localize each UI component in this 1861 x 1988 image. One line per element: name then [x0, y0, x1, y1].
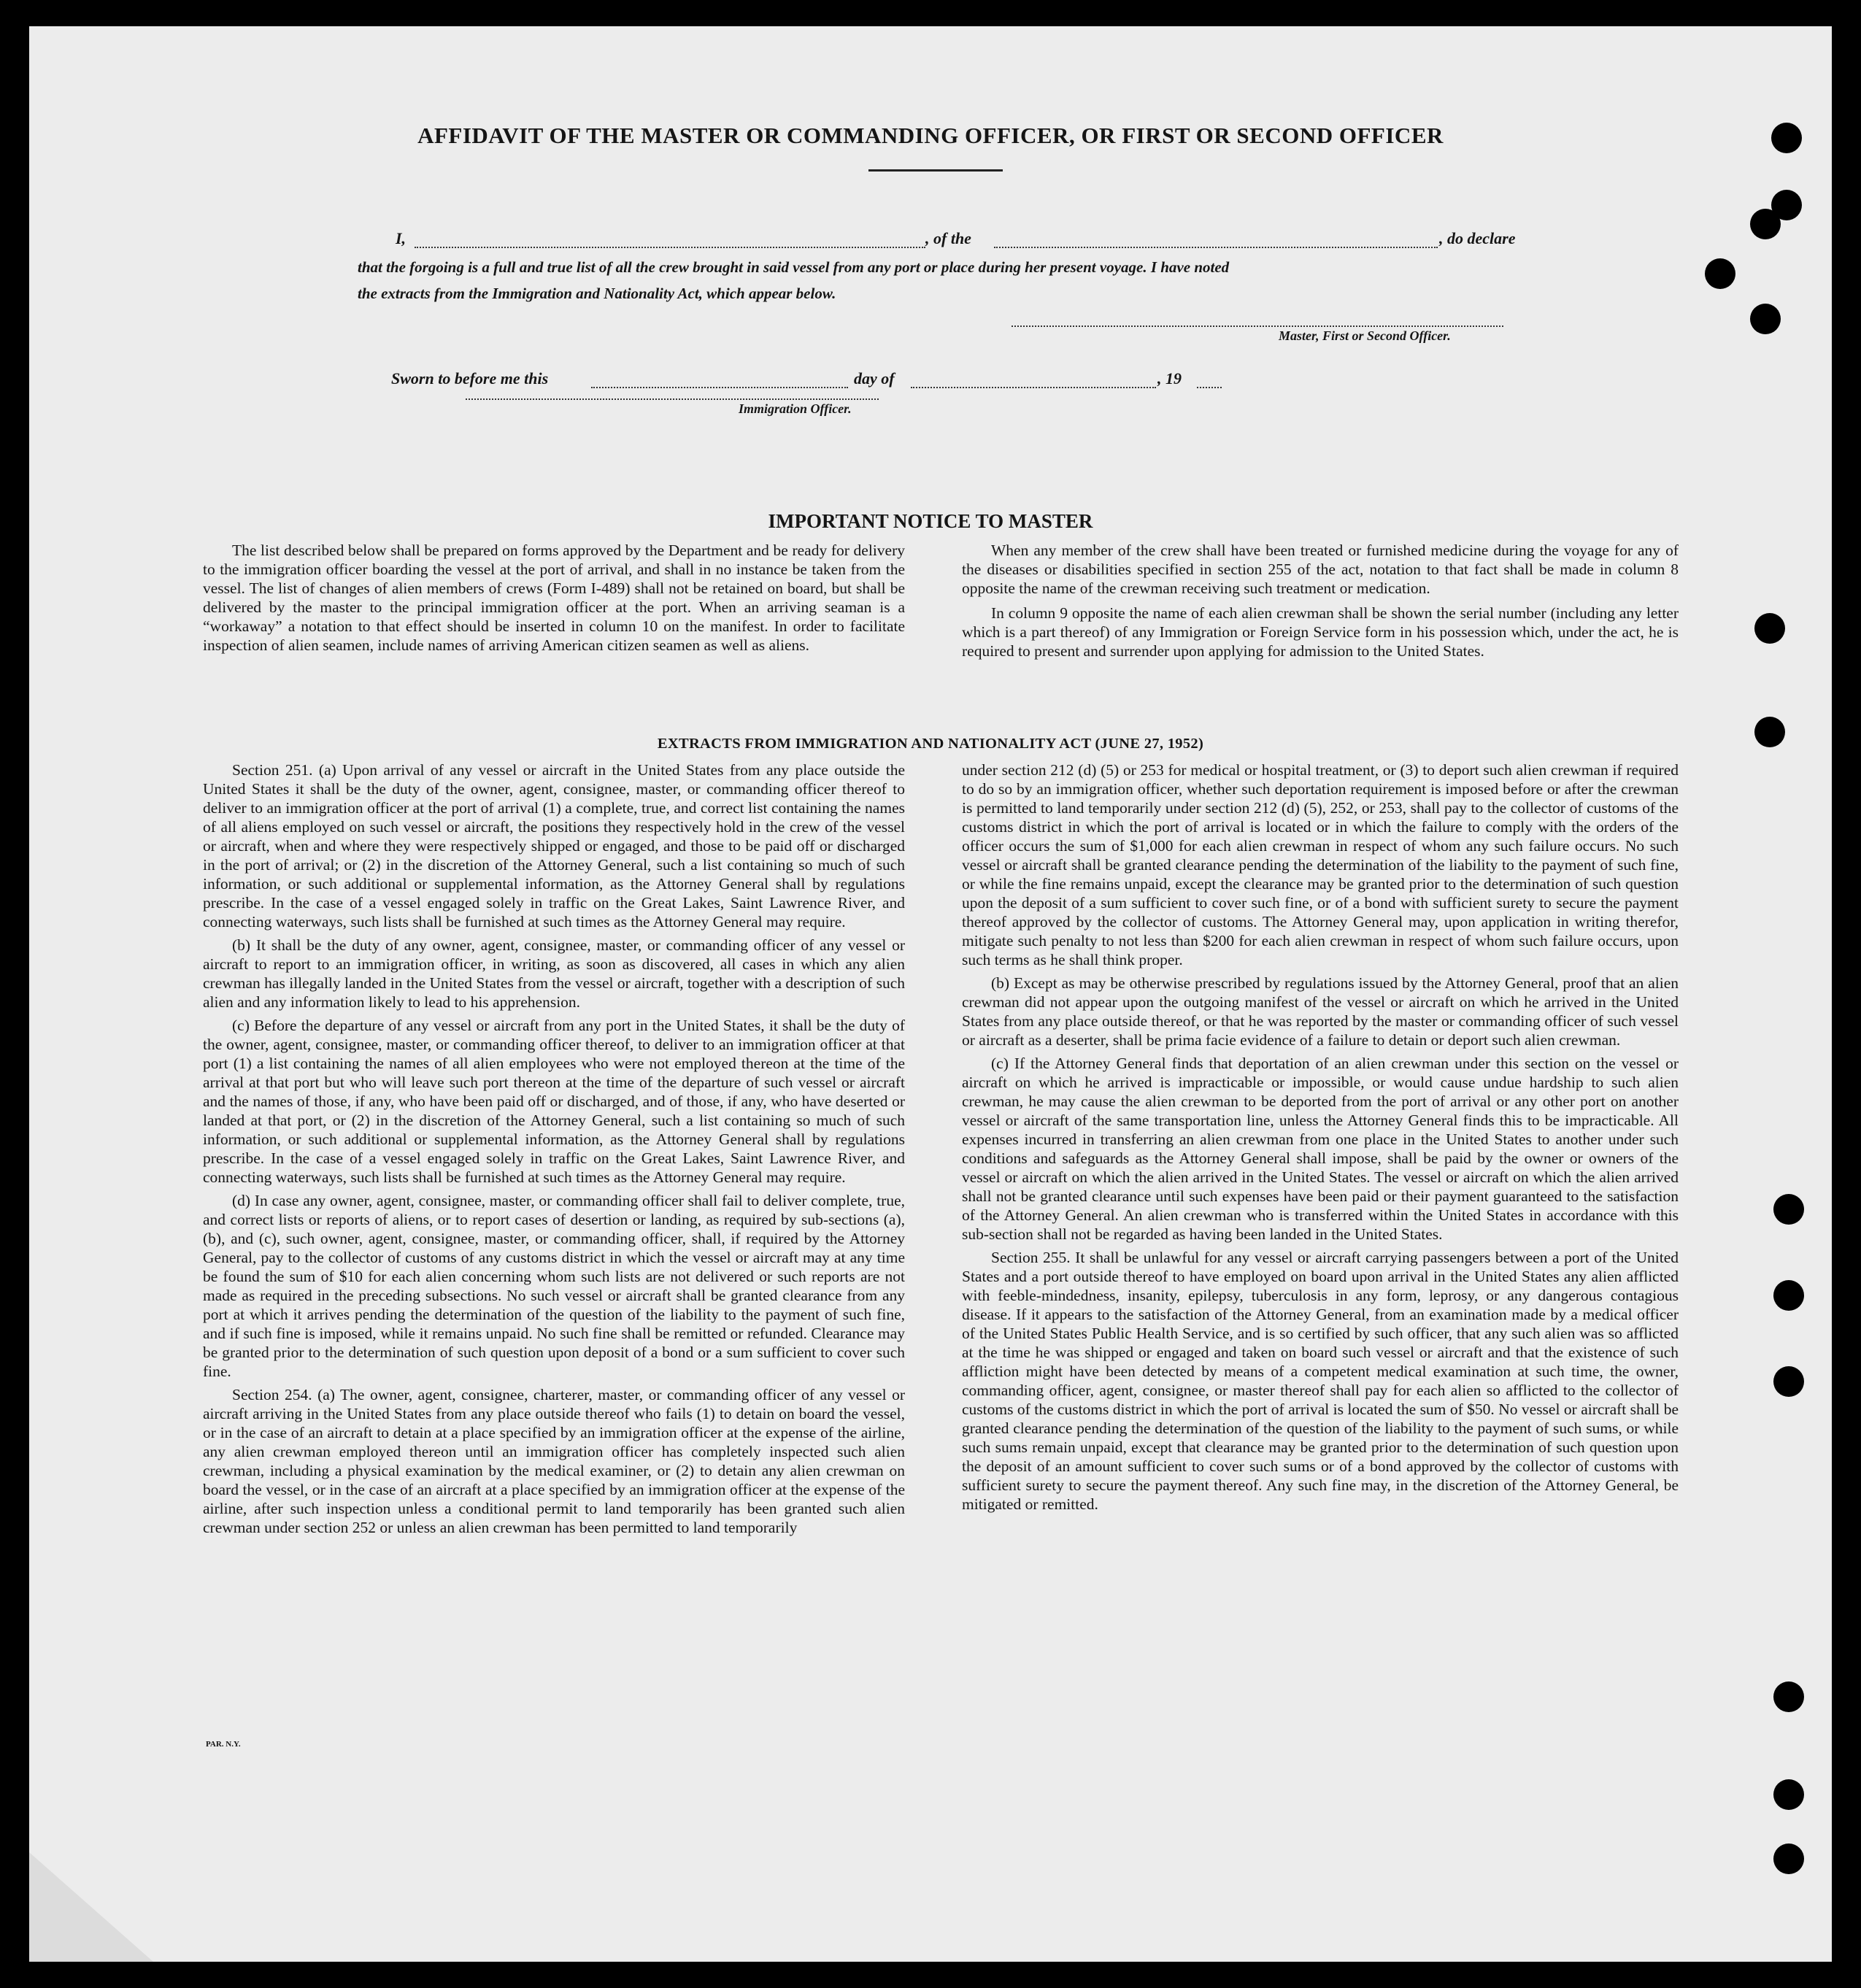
- sworn-day-line: [591, 387, 848, 388]
- punch-hole: [1773, 1280, 1804, 1311]
- sworn-year-line: [1197, 387, 1222, 388]
- punch-hole: [1773, 1681, 1804, 1712]
- do-declare-label: , do declare: [1439, 229, 1516, 247]
- extracts-title: EXTRACTS FROM IMMIGRATION AND NATIONALITY ACT (JUNE 27, 1952): [657, 736, 1204, 752]
- affidavit-statement-line-2: the extracts from the Immigration and Nationality Act, which appear below.: [358, 285, 836, 302]
- page-corner-fold: [29, 1852, 153, 1962]
- master-signature-line: [1012, 325, 1503, 327]
- punch-hole: [1773, 1366, 1804, 1397]
- punch-hole: [1750, 304, 1781, 334]
- section-251d: (d) In case any owner, agent, consignee, master, or commanding officer shall fail to deliver complete, true, and correct lists or reports of aliens, or to report cases of desertion or landing, as required by sub-sections (a), (b), and (c), such owner, agent, consignee, master, or commanding officer, shall, if required by the Attorney General, pay to the collector of customs of any customs district in which the vessel or aircraft may at any time be found the sum of $10 for each alien concerning whom such lists are not delivered or such reports are not made as required in the preceding subsections. No such vessel or aircraft shall be granted clearance from any port at which it arrives pending the determination of the question of the liability to the payment of such fine, and if such fine is imposed, while it remains unpaid. No such fine shall be remitted or refunded. Clearance may be granted prior to the determination of such question upon deposit of a bond or a sum sufficient to cover such fine.: [203, 1192, 905, 1380]
- sworn-month-line: [911, 387, 1156, 388]
- punch-hole: [1771, 123, 1802, 153]
- punch-hole: [1771, 190, 1802, 220]
- officer-signature-line: [466, 398, 879, 400]
- section-254a-continued: under section 212 (d) (5) or 253 for medical or hospital treatment, or (3) to deport such alien crewman if required to do so by an immigration officer, whether such deportation requirement is imposed before or after the crewman is permitted to land temporarily under section 212 (d) (5), 252, or 253, shall pay to the collector of customs of the customs district in which the port of arrival is located or in which the failure to comply with the orders of the officer occurs the sum of $1,000 for each alien crewman in respect of whom any such failure occurs. No such vessel or aircraft shall be granted clearance pending the determination of the liability to the payment of such fine, or while the fine remains unpaid, except the clearance may be granted prior to the determination of such question upon the deposit of a sum sufficient to cover such fine, or of a bond with sufficient surety to secure the payment thereof approved by the collector of customs. The Attorney General may, upon application in writing therefor, mitigate such penalty to not less than $200 for each alien crewman in respect of whom such failure occurs, upon such terms as he shall think proper.: [962, 761, 1679, 968]
- affiant-name-line: [415, 247, 925, 248]
- punch-hole: [1773, 1843, 1804, 1874]
- section-254b: (b) Except as may be otherwise prescribed by regulations issued by the Attorney General, proof that an alien crewman did not appear upon the outgoing manifest of the vessel or aircraft on which he arrived in the United States from any place outside thereof, or that he was reported by the master or commanding officer of such vessel or aircraft as a deserter, shall be prima facie evidence of a failure to detain or deport such alien crewman.: [962, 974, 1679, 1049]
- section-254a: Section 254. (a) The owner, agent, consignee, charterer, master, or commanding officer of any vessel or aircraft arriving in the United States from any place outside thereof who fails (1) to detain on board the vessel, or in the case of an aircraft to detain at a place specified by an immigration officer at the expense of the airline, any alien crewman employed thereon until an immigration officer has completely inspected such alien crewman, including a physical examination by the medical examiner, or (2) to detain any alien crewman on board the vessel, or in the case of an aircraft at a place specified by an immigration officer at the expense of the airline, after such inspection unless a conditional permit to land temporarily has been granted such alien crewman under section 252 or unless an alien crewman has been permitted to land temporarily: [203, 1386, 905, 1536]
- sworn-label: Sworn to before me this: [391, 369, 549, 388]
- punch-hole: [1773, 1779, 1804, 1810]
- notice-paragraph: The list described below shall be prepared on forms approved by the Department and be ready for delivery to the immigration officer boarding the vessel at the port of arrival, and shall in no instance be taken from the vessel. The list of changes of alien members of crews (Form I-489) shall not be retained on board, but shall be delivered by the master to the principal immigration officer at the port. When an arriving seaman is a “workaway” a notation to that effect should be inserted in column 10 on the manifest. In order to facilitate inspection of alien seamen, include names of arriving American citizen seamen as well as aliens.: [203, 542, 905, 654]
- printer-mark: PAR. N.Y.: [206, 1740, 241, 1749]
- day-of-label: day of: [854, 369, 895, 388]
- notice-title: IMPORTANT NOTICE TO MASTER: [768, 510, 1093, 532]
- section-251a: Section 251. (a) Upon arrival of any vessel or aircraft in the United States from any place outside the United States it shall be the duty of the owner, agent, consignee, master, or commanding officer thereof to deliver to an immigration officer at the port of arrival (1) a complete, true, and correct list containing the names of all aliens employed on such vessel or aircraft, the positions they respectively hold in the crew of the vessel or aircraft, when and where they were respectively shipped or engaged, and those to be paid off or discharged in the port of arrival; or (2) in the discretion of the Attorney General, such a list containing so much of such information, or such additional or supplemental information, as the Attorney General shall by regulations prescribe. In the case of a vessel engaged solely in traffic on the Great Lakes, Saint Lawrence River, and connecting waterways, such lists shall be furnished at such times as the Attorney General may require.: [203, 761, 905, 931]
- section-251b: (b) It shall be the duty of any owner, agent, consignee, master, or commanding officer of any vessel or aircraft to report to an immigration officer, in writing, as soon as discovered, all cases in which any alien crewman has illegally landed in the United States from the vessel or aircraft, together with a description of such alien and any information likely to lead to his apprehension.: [203, 936, 905, 1011]
- year-prefix: , 19: [1157, 369, 1182, 388]
- vessel-name-line: [994, 247, 1438, 248]
- section-251c: (c) Before the departure of any vessel or aircraft from any port in the United States, it shall be the duty of the owner, agent, consignee, master, or commanding officer thereof, to deliver to an immigration officer at that port (1) a list containing the names of all alien employees who were not employed thereon at the time of the arrival at that port but who will leave such port thereon at the time of the departure of such vessel or aircraft and the names of those, if any, who have been paid off or discharged, and of those, if any, who have deserted or landed at that port, or (2) in the discretion of the Attorney General, such a list containing so much of such information, or such additional or supplemental information, as the Attorney General shall by regulations prescribe. In the case of a vessel engaged solely in traffic on the Great Lakes, Saint Lawrence River, and connecting waterways, such lists shall be furnished at such times as the Attorney General may require.: [203, 1017, 905, 1186]
- section-254c: (c) If the Attorney General finds that deportation of an alien crewman under this section on the vessel or aircraft on which he arrived is impracticable or impossible, or would cause undue hardship to such alien crewman, he may cause the alien crewman to be deported from the port of arrival or any other port on another vessel or aircraft of the same transportation line, unless the Attorney General finds this to be impracticable. All expenses incurred in transferring an alien crewman from one place in the United States to another under such conditions and safeguards as the Attorney General shall impose, shall be paid by the owner or owners of the vessel or aircraft on which the alien arrived in the United States. The vessel or aircraft on which the alien arrived shall not be granted clearance until such expenses have been paid or their payment guaranteed to the satisfaction of the Attorney General. An alien crewman who is transferred within the United States in accordance with this sub-section shall not be regarded as having been landed in the United States.: [962, 1055, 1679, 1243]
- punch-hole: [1705, 258, 1735, 289]
- notice-right-column: [962, 541, 1679, 660]
- notice-paragraph: In column 9 opposite the name of each alien crewman shall be shown the serial number (including any letter which is a part thereof) of any Immigration or Foreign Service form in his possession which, under the act, he is required to present and surrender upon applying for admission to the United States.: [962, 604, 1679, 660]
- title-underline: [868, 169, 1003, 172]
- affidavit-title: AFFIDAVIT OF THE MASTER OR COMMANDING OFFICER, OR FIRST OR SECOND OFFICER: [417, 123, 1444, 148]
- extracts-right-column: [962, 760, 1679, 1514]
- extracts-left-column: [203, 760, 905, 1537]
- section-255: Section 255. It shall be unlawful for any vessel or aircraft carrying passengers between a port of the United States and a port outside thereof to have employed on board upon arrival in the United States any alien afflicted with feeble-mindedness, insanity, epilepsy, tuberculosis in any form, leprosy, or any dangerous contagious disease. If it appears to the satisfaction of the Attorney General, from an examination made by a medical officer of the United States Public Health Service, and is so certified by such officer, that any such alien was so afflicted at the time he was shipped or engaged and taken on board such vessel or aircraft and that the existence of such affliction might have been detected by means of a competent medical examination at such time, the owner, commanding officer, agent, consignee, or master thereof shall pay for each alien so afflicted to the collector of customs of the customs district in which the port of arrival is located the sum of $50. No vessel or aircraft shall be granted clearance pending the determination of the question of the liability to the payment of such sums, or while such sums remain unpaid, except that clearance may be granted prior to the determination of such question upon the deposit of an amount sufficient to cover such sums or of a bond approved by the collector of customs with sufficient surety to secure the payment thereof. Any such fine may, in the discretion of the Attorney General, be mitigated or remitted.: [962, 1249, 1679, 1513]
- affidavit-statement-line-1: that the forgoing is a full and true list of all the crew brought in said vessel from any port or place during her present voyage. I have noted: [358, 258, 1230, 276]
- of-the-label: , of the: [925, 229, 971, 247]
- master-signature-caption: Master, First or Second Officer.: [1279, 328, 1451, 343]
- officer-signature-caption: Immigration Officer.: [739, 401, 852, 416]
- punch-hole: [1754, 717, 1785, 747]
- document-page: [29, 26, 1832, 1962]
- notice-paragraph: When any member of the crew shall have been treated or furnished medicine during the voyage for any of the diseases or disabilities specified in section 255 of the act, notation to that fact shall be made in column 8 opposite the name of the crewman receiving such treatment or medication.: [962, 542, 1679, 597]
- notice-left-column: [203, 541, 905, 655]
- affiant-label: I,: [396, 229, 407, 247]
- punch-hole: [1754, 613, 1785, 644]
- punch-hole: [1773, 1194, 1804, 1225]
